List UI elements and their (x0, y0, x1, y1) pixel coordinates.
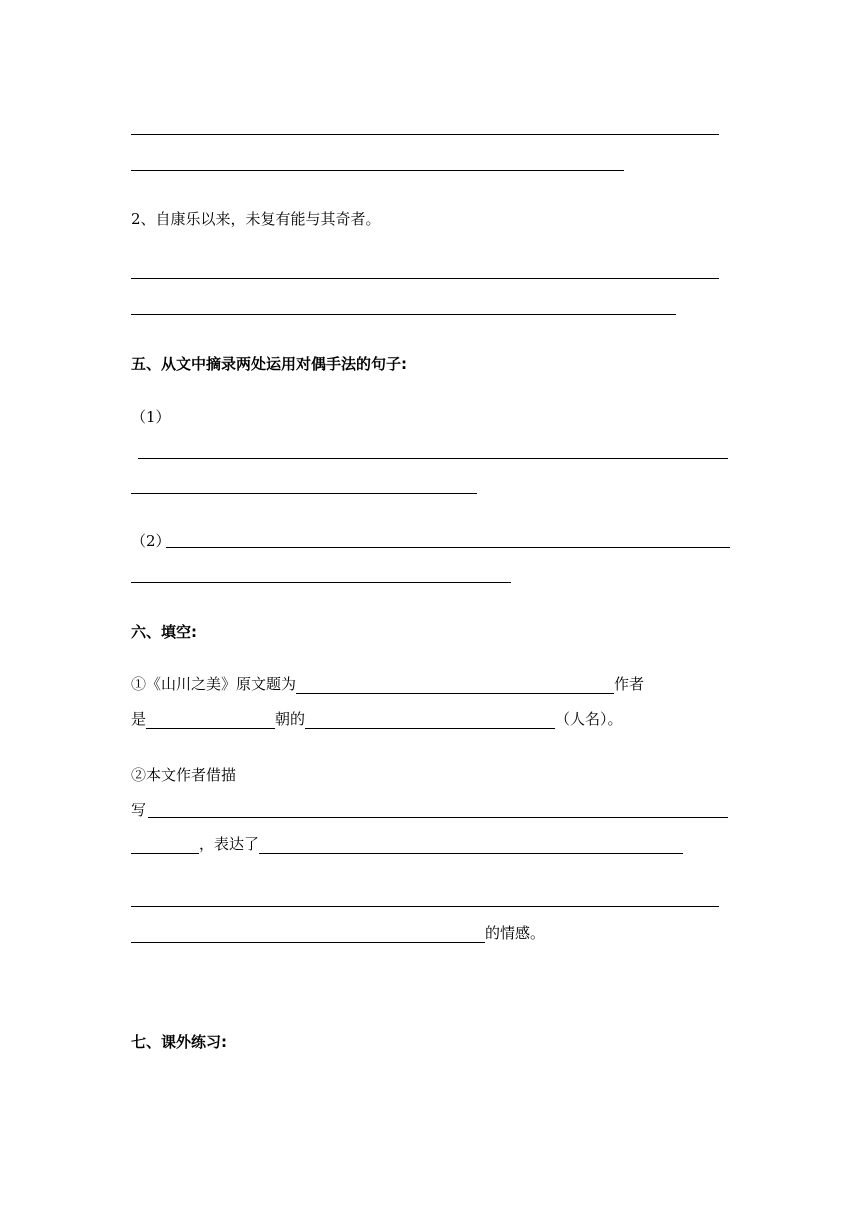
fill-item-2-prefix: ②本文作者借描 (131, 766, 237, 784)
answer-line[interactable] (131, 493, 477, 494)
emotion-suffix: 的情感。 (485, 924, 546, 942)
fill-item-2-line-4 (131, 923, 545, 943)
answer-line[interactable] (131, 134, 719, 135)
expressed-blank[interactable] (259, 835, 683, 854)
expressed-label: ，表达了 (199, 835, 260, 853)
answer-line[interactable] (131, 582, 511, 583)
answer-line[interactable] (138, 458, 728, 459)
emotion-blank[interactable] (131, 924, 485, 943)
section-5-item-2-label: （2） (131, 532, 171, 550)
author-name-blank[interactable] (305, 710, 555, 729)
section-5-item-1-label: （1） (131, 408, 171, 426)
dynasty-blank[interactable] (146, 710, 275, 729)
is-label: 是 (131, 710, 147, 728)
describe-blank-continued[interactable] (131, 835, 199, 854)
answer-line[interactable] (131, 314, 676, 315)
fill-item-1-prefix: ①《山川之美》原文题为 (131, 675, 297, 693)
fill-item-2-line-2 (131, 834, 683, 854)
person-note: （人名）。 (555, 710, 623, 728)
answer-line[interactable] (131, 906, 719, 907)
section-5-title: 五、从文中摘录两处运用对偶手法的句子: (131, 355, 408, 373)
original-title-blank[interactable] (296, 675, 614, 694)
fill-item-1-line-1 (131, 674, 644, 694)
fill-item-2-xie: 写 (131, 801, 147, 819)
answer-line[interactable] (131, 278, 719, 279)
question-2-sentence: 2、自康乐以来，未复有能与其奇者。 (131, 210, 381, 228)
fill-item-1-line-2 (131, 709, 623, 729)
dynasty-label: 朝的 (275, 710, 306, 728)
answer-line[interactable] (166, 547, 730, 548)
section-6-title: 六、填空: (131, 623, 197, 641)
describe-blank[interactable] (148, 817, 728, 818)
answer-line[interactable] (131, 170, 624, 171)
author-label: 作者 (614, 675, 645, 693)
section-7-title: 七、课外练习: (131, 1033, 227, 1051)
